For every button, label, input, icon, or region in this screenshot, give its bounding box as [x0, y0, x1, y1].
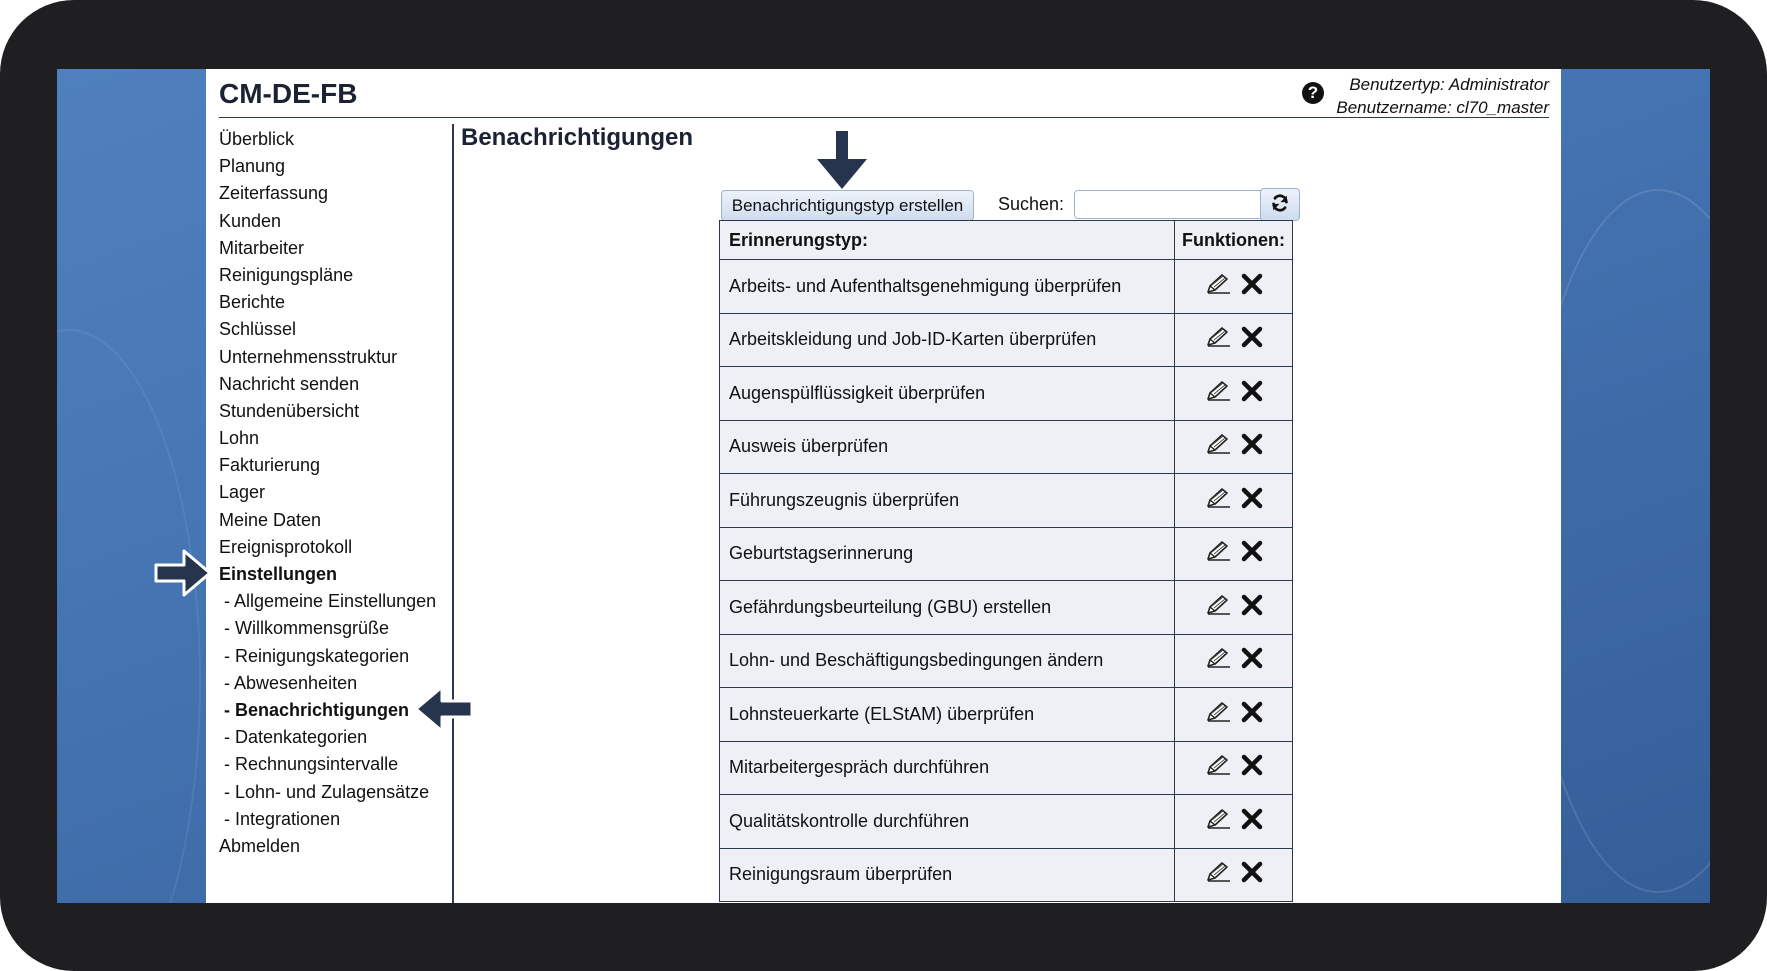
delete-x-icon[interactable] [1241, 433, 1263, 460]
edit-pencil-icon[interactable] [1205, 701, 1231, 728]
question-circle-icon[interactable]: ? [1302, 82, 1324, 104]
edit-pencil-icon[interactable] [1205, 540, 1231, 567]
table-row [720, 474, 1293, 528]
edit-pencil-icon[interactable] [1205, 754, 1231, 781]
reminder-type-cell: Lohnsteuerkarte (ELStAM) überprüfen [720, 688, 1175, 742]
reminder-type-cell: Arbeits- und Aufenthaltsgenehmigung überprüfen [720, 260, 1175, 314]
web-page [206, 69, 1561, 903]
sidebar-subitem-abwesenheiten[interactable]: - Abwesenheiten [224, 672, 358, 693]
delete-x-icon[interactable] [1241, 380, 1263, 407]
sidebar-item-unternehmensstruktur[interactable]: Unternehmensstruktur [219, 346, 398, 367]
sidebar-item-schluessel[interactable]: Schlüssel [219, 319, 297, 340]
reminder-type-cell: Reinigungsraum überprüfen [720, 848, 1175, 902]
desktop-background [57, 69, 1710, 903]
functions-cell [1175, 634, 1293, 688]
sidebar-subitem-willkommensgruesse[interactable]: - Willkommensgrüße [224, 618, 390, 639]
delete-x-icon[interactable] [1241, 808, 1263, 835]
main-content [461, 124, 1551, 903]
functions-cell [1175, 260, 1293, 314]
edit-pencil-icon[interactable] [1205, 380, 1231, 407]
delete-x-icon[interactable] [1241, 326, 1263, 353]
refresh-icon [1269, 192, 1291, 214]
functions-cell [1175, 474, 1293, 528]
notifications-table [719, 220, 1293, 902]
sidebar-item-reinigungsplaene[interactable]: Reinigungspläne [219, 264, 354, 285]
table-header-row [720, 221, 1293, 260]
functions-cell [1175, 795, 1293, 849]
create-notification-type-button[interactable]: Benachrichtigungstyp erstellen [721, 190, 974, 221]
sidebar-nav [219, 126, 436, 860]
functions-cell [1175, 741, 1293, 795]
table-row [720, 634, 1293, 688]
arrow-right-icon [154, 548, 212, 598]
search-input[interactable] [1074, 190, 1264, 219]
table-row [720, 581, 1293, 635]
edit-pencil-icon[interactable] [1205, 433, 1231, 460]
reminder-type-cell: Führungszeugnis überprüfen [720, 474, 1175, 528]
sidebar-item-nachricht-senden[interactable]: Nachricht senden [219, 373, 360, 394]
table-row [720, 313, 1293, 367]
edit-pencil-icon[interactable] [1205, 326, 1231, 353]
edit-pencil-icon[interactable] [1205, 594, 1231, 621]
sidebar-subitem-integrationen[interactable]: - Integrationen [224, 808, 341, 829]
user-type: Benutzertyp: Administrator [1349, 75, 1549, 94]
reminder-type-cell: Augenspülflüssigkeit überprüfen [720, 367, 1175, 421]
reminder-type-cell: Geburtstagserinnerung [720, 527, 1175, 581]
sidebar-subitem-rechnungsintervalle[interactable]: - Rechnungsintervalle [224, 754, 399, 775]
desktop-swoosh [57, 329, 201, 903]
sidebar-subitem-allgemeine-einstellungen[interactable]: - Allgemeine Einstellungen [224, 591, 437, 612]
arrow-left-icon [414, 684, 474, 734]
sidebar-item-stundenuebersicht[interactable]: Stundenübersicht [219, 400, 360, 421]
delete-x-icon[interactable] [1241, 754, 1263, 781]
sidebar-item-lager[interactable]: Lager [219, 482, 266, 503]
sidebar-item-berichte[interactable]: Berichte [219, 292, 286, 313]
table-row [720, 420, 1293, 474]
delete-x-icon[interactable] [1241, 594, 1263, 621]
functions-cell [1175, 848, 1293, 902]
edit-pencil-icon[interactable] [1205, 273, 1231, 300]
functions-cell [1175, 688, 1293, 742]
functions-cell [1175, 420, 1293, 474]
sidebar-item-einstellungen[interactable]: Einstellungen [219, 564, 338, 584]
column-header-type: Erinnerungstyp: [720, 221, 1175, 260]
edit-pencil-icon[interactable] [1205, 487, 1231, 514]
column-header-functions: Funktionen: [1175, 221, 1293, 260]
sidebar-item-abmelden[interactable]: Abmelden [219, 835, 301, 856]
page-title: Benachrichtigungen [461, 124, 694, 151]
user-info [1336, 73, 1549, 119]
page-header [219, 69, 1549, 118]
sidebar-subitem-datenkategorien[interactable]: - Datenkategorien [224, 727, 368, 748]
sidebar-item-fakturierung[interactable]: Fakturierung [219, 455, 321, 476]
table-row [720, 527, 1293, 581]
edit-pencil-icon[interactable] [1205, 647, 1231, 674]
delete-x-icon[interactable] [1241, 540, 1263, 567]
search-label: Suchen: [998, 194, 1065, 214]
user-name: Benutzername: cl70_master [1336, 98, 1549, 117]
sidebar-item-zeiterfassung[interactable]: Zeiterfassung [219, 183, 329, 204]
table-row [720, 741, 1293, 795]
sidebar-subitem-lohn-und-zulagensaetze[interactable]: - Lohn- und Zulagensätze [224, 781, 430, 802]
refresh-button[interactable] [1260, 188, 1300, 221]
app-title: CM-DE-FB [219, 78, 358, 109]
reminder-type-cell: Mitarbeitergespräch durchführen [720, 741, 1175, 795]
sidebar-item-mitarbeiter[interactable]: Mitarbeiter [219, 237, 305, 258]
sidebar-subitem-benachrichtigungen[interactable]: - Benachrichtigungen [224, 699, 410, 720]
sidebar-item-lohn[interactable]: Lohn [219, 428, 260, 449]
functions-cell [1175, 581, 1293, 635]
table-row [720, 688, 1293, 742]
sidebar-item-planung[interactable]: Planung [219, 156, 286, 177]
delete-x-icon[interactable] [1241, 273, 1263, 300]
functions-cell [1175, 527, 1293, 581]
reminder-type-cell: Qualitätskontrolle durchführen [720, 795, 1175, 849]
sidebar-subitem-reinigungskategorien[interactable]: - Reinigungskategorien [224, 645, 410, 666]
sidebar-item-meine-daten[interactable]: Meine Daten [219, 509, 322, 530]
reminder-type-cell: Lohn- und Beschäftigungsbedingungen ändern [720, 634, 1175, 688]
sidebar-item-ereignisprotokoll[interactable]: Ereignisprotokoll [219, 536, 353, 557]
functions-cell [1175, 367, 1293, 421]
reminder-type-cell: Gefährdungsbeurteilung (GBU) erstellen [720, 581, 1175, 635]
sidebar [206, 124, 454, 903]
edit-pencil-icon[interactable] [1205, 861, 1231, 888]
functions-cell [1175, 313, 1293, 367]
reminder-type-cell: Ausweis überprüfen [720, 420, 1175, 474]
edit-pencil-icon[interactable] [1205, 808, 1231, 835]
sidebar-item-kunden[interactable]: Kunden [219, 210, 282, 231]
arrow-down-icon [817, 131, 867, 189]
sidebar-item-ueberblick[interactable]: Überblick [219, 129, 295, 149]
delete-x-icon[interactable] [1241, 487, 1263, 514]
table-row [720, 367, 1293, 421]
delete-x-icon[interactable] [1241, 861, 1263, 888]
delete-x-icon[interactable] [1241, 647, 1263, 674]
table-row [720, 848, 1293, 902]
table-row [720, 795, 1293, 849]
table-row [720, 260, 1293, 314]
notifications-table-container [719, 220, 1293, 903]
reminder-type-cell: Arbeitskleidung und Job-ID-Karten überprüfen [720, 313, 1175, 367]
delete-x-icon[interactable] [1241, 701, 1263, 728]
